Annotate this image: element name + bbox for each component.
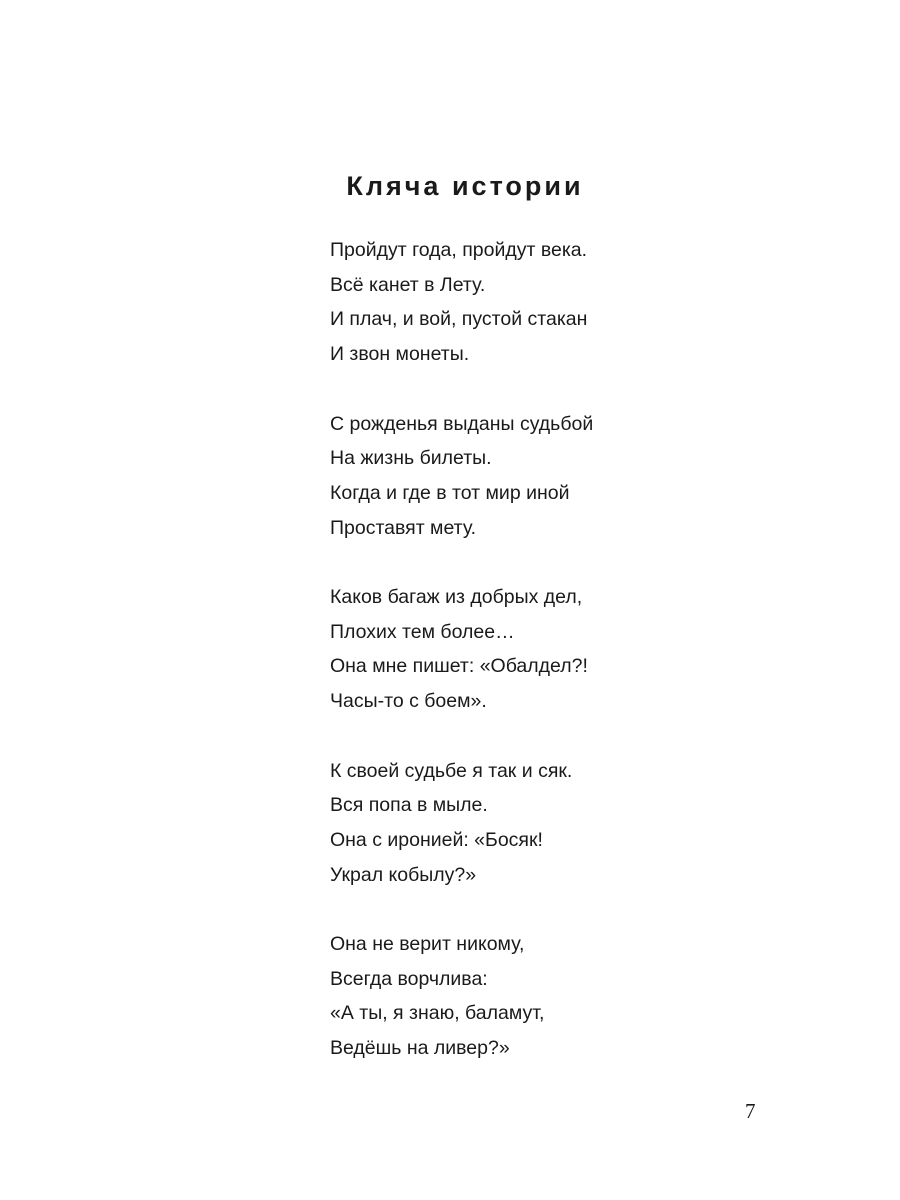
poem-line: Всё канет в Лету. bbox=[330, 273, 486, 296]
poem-title: Кляча истории bbox=[346, 171, 584, 201]
poem-line: Проставят мету. bbox=[330, 516, 477, 539]
poem-line: На жизнь билеты. bbox=[330, 447, 492, 470]
poem-line: Плохих тем более… bbox=[330, 620, 515, 643]
page-number: 7 bbox=[745, 1099, 756, 1123]
stanza bbox=[330, 927, 810, 1066]
poem-line: Когда и где в тот мир иной bbox=[330, 481, 570, 504]
stanza bbox=[330, 233, 810, 372]
poem-line: Она с иронией: «Босяк! bbox=[330, 828, 543, 851]
poem-line: Вся попа в мыле. bbox=[330, 794, 488, 817]
stanza bbox=[330, 407, 810, 546]
poem-line: «А ты, я знаю, баламут, bbox=[330, 1002, 545, 1025]
poem-line: И плач, и вой, пустой стакан bbox=[330, 308, 588, 331]
poem-line: Украл кобылу?» bbox=[330, 863, 477, 886]
stanza bbox=[330, 580, 810, 719]
poem-line: К своей судьбе я так и сяк. bbox=[330, 759, 573, 782]
poem-line: Часы-то с боем». bbox=[330, 690, 487, 713]
poem-line: Ведёшь на ливер?» bbox=[330, 1037, 510, 1060]
poem-line: С рожденья выданы судьбой bbox=[330, 412, 594, 435]
poem-body bbox=[330, 233, 810, 1066]
poem-line: Каков багаж из добрых дел, bbox=[330, 586, 583, 608]
poem-line: И звон монеты. bbox=[330, 343, 470, 366]
stanza bbox=[330, 754, 810, 893]
poem-line: Пройдут года, пройдут века. bbox=[330, 239, 588, 261]
poem-line: Она мне пишет: «Обалдел?! bbox=[330, 655, 588, 678]
poem-line: Всегда ворчлива: bbox=[330, 967, 488, 990]
poem-line: Она не верит никому, bbox=[330, 933, 525, 955]
